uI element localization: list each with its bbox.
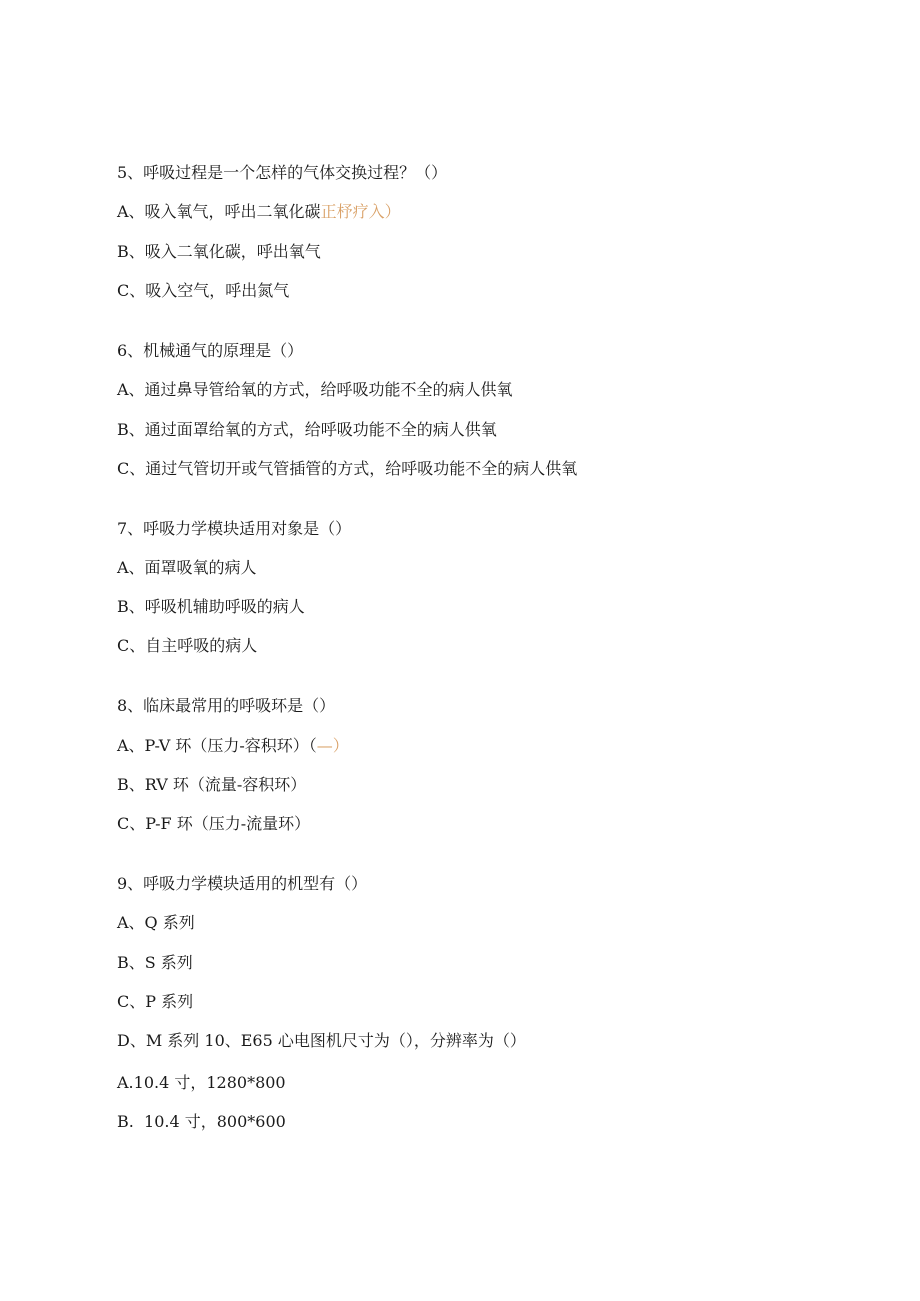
handwritten-note: 正杼疗入） bbox=[320, 202, 401, 221]
question-7-option-b: B、呼吸机辅助呼吸的病人 bbox=[117, 597, 305, 616]
question-7-stem: 7、呼吸力学模块适用对象是（） bbox=[117, 519, 352, 538]
question-8-option-a bbox=[117, 735, 349, 757]
question-10-option-b: B. 10.4 寸，800*600 bbox=[117, 1112, 286, 1131]
question-9-option-d: D、M 系列 10、E65 心电图机尺寸为（），分辨率为（） bbox=[117, 1031, 526, 1050]
question-5-option-a bbox=[117, 201, 401, 223]
question-6-option-a: A、通过鼻导管给氧的方式，给呼吸功能不全的病人供氧 bbox=[117, 380, 513, 399]
question-8-option-b: B、RV 环（流量-容积环） bbox=[117, 775, 307, 794]
question-9-option-b: B、S 系列 bbox=[117, 953, 193, 972]
question-8-stem: 8、临床最常用的呼吸环是（） bbox=[117, 696, 336, 715]
question-5-option-c: C、吸入空气，呼出氮气 bbox=[117, 281, 290, 300]
question-7-option-a: A、面罩吸氧的病人 bbox=[117, 558, 257, 577]
question-10-option-a: A.10.4 寸，1280*800 bbox=[117, 1073, 286, 1092]
question-7-option-c: C、自主呼吸的病人 bbox=[117, 636, 258, 655]
question-9-stem: 9、呼吸力学模块适用的机型有（） bbox=[117, 874, 368, 893]
question-9-option-a: A、Q 系列 bbox=[117, 913, 195, 932]
option-text: A、吸入氧气，呼出二氧化碳 bbox=[117, 202, 321, 221]
option-text: A、P-V 环（压力-容积环）（ bbox=[117, 736, 317, 755]
question-6-option-b: B、通过面罩给氧的方式，给呼吸功能不全的病人供氧 bbox=[117, 420, 497, 439]
question-5-stem: 5、呼吸过程是一个怎样的气体交换过程？（） bbox=[117, 163, 448, 182]
handwritten-note: —） bbox=[316, 736, 349, 755]
question-8-option-c: C、P-F 环（压力-流量环） bbox=[117, 814, 311, 833]
question-9-option-c: C、P 系列 bbox=[117, 992, 194, 1011]
question-5-option-b: B、吸入二氧化碳，呼出氧气 bbox=[117, 242, 321, 261]
question-6-option-c: C、通过气管切开或气管插管的方式，给呼吸功能不全的病人供氧 bbox=[117, 459, 578, 478]
question-6-stem: 6、机械通气的原理是（） bbox=[117, 341, 304, 360]
